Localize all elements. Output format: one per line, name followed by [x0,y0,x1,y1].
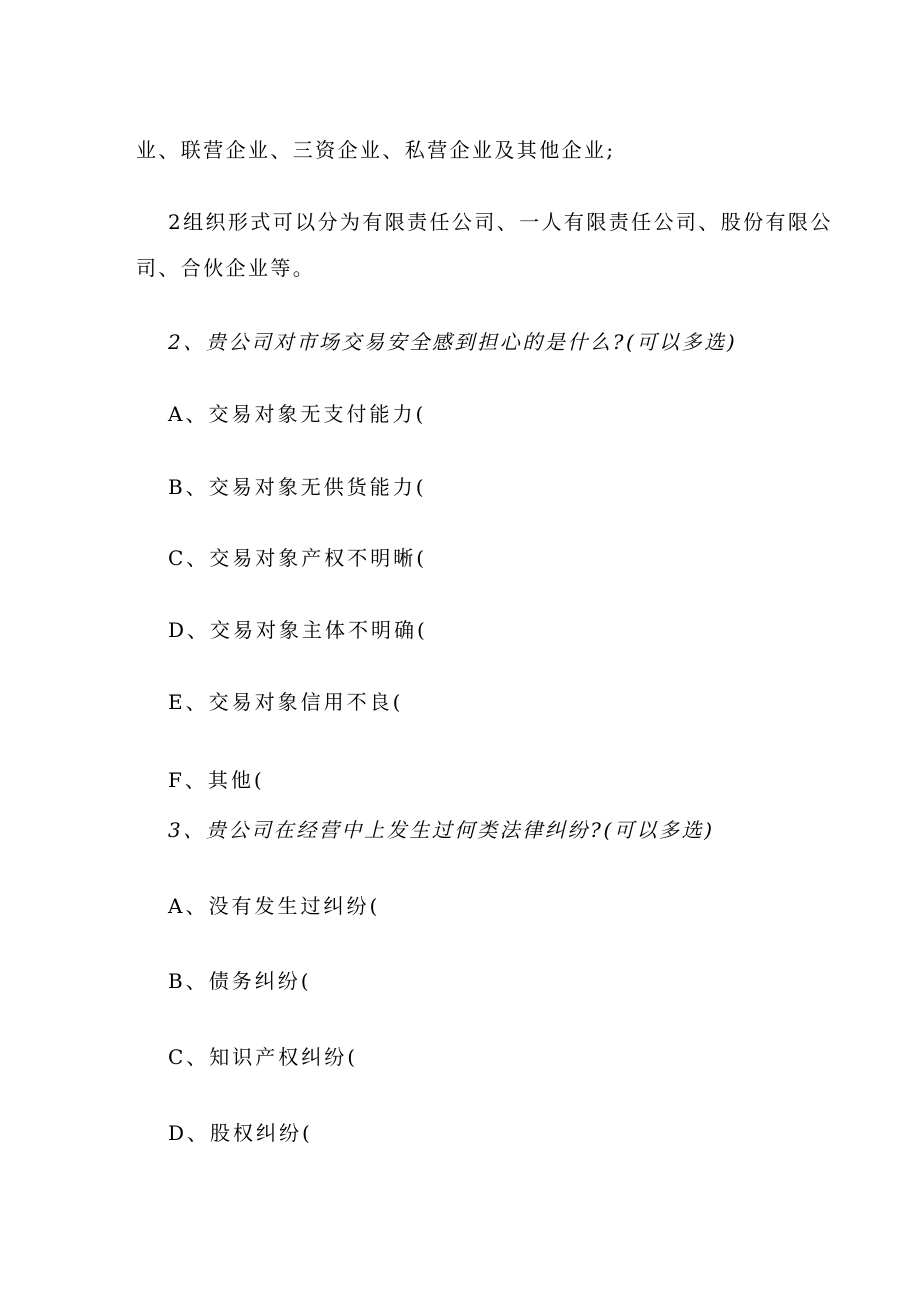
intro-line-1: 业、联营企业、三资企业、私营企业及其他企业; [136,138,616,162]
q2-option-d: D、交易对象主体不明确( [168,618,428,642]
q2-option-b: B、交易对象无供货能力( [168,475,427,499]
q3-option-d: D、股权纠纷( [168,1121,313,1145]
question-2: 2、贵公司对市场交易安全感到担心的是什么?(可以多选) [168,330,738,354]
q2-option-e: E、交易对象信用不良( [168,690,404,714]
intro-line-3: 司、合伙企业等。 [136,256,316,280]
q3-option-a: A、没有发生过纠纷( [168,894,381,918]
question-3: 3、贵公司在经营中上发生过何类法律纠纷?(可以多选) [168,818,715,842]
intro-line-2: 2组织形式可以分为有限责任公司、一人有限责任公司、股份有限公 [168,210,833,234]
q2-option-f: F、其他( [168,768,265,792]
q2-option-c: C、交易对象产权不明晰( [168,546,428,570]
q3-option-b: B、债务纠纷( [168,969,312,993]
q2-option-a: A、交易对象无支付能力( [168,402,427,426]
q3-option-c: C、知识产权纠纷( [168,1045,359,1069]
